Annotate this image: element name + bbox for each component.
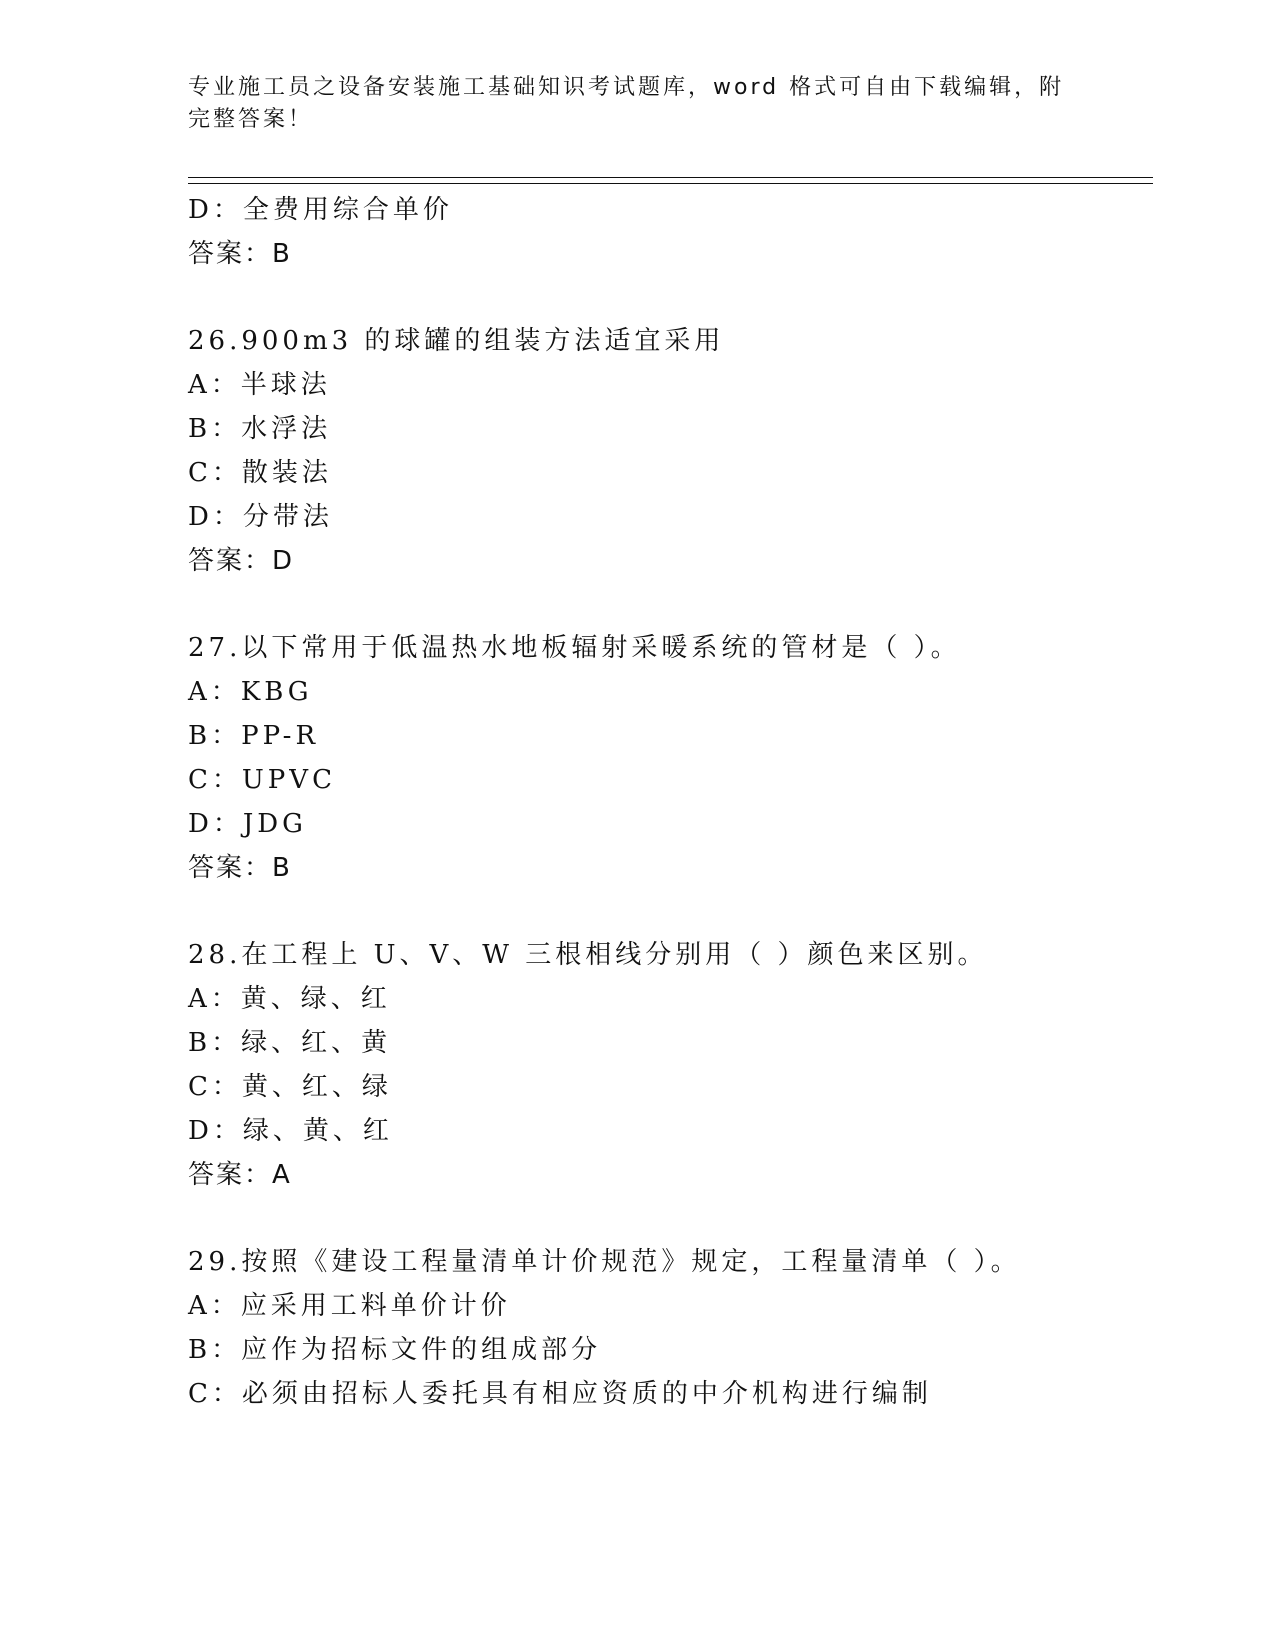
option-a-q29: A：应采用工料单价计价 [188,1291,511,1321]
option-a-q28: A：黄、绿、红 [188,984,391,1014]
header-rule-bottom [188,183,1153,184]
option-a-q26: A：半球法 [188,370,331,400]
header-rule-top [188,177,1153,178]
document-header: 专业施工员之设备安装施工基础知识考试题库，word 格式可自由下载编辑，附完整答案！ [188,75,1065,132]
option-b-q27: B：PP-R [188,721,320,751]
answer-q26: 答案：D [188,546,295,576]
option-c-q28: C：黄、红、绿 [188,1072,392,1102]
option-d-q27: D：JDG [188,809,307,839]
option-d-q26: D：分带法 [188,502,333,532]
answer-q27: 答案：B [188,853,292,883]
question-29: 29.按照《建设工程量清单计价规范》规定，工程量清单（ ）。 [188,1247,1021,1277]
option-d-q28: D：绿、黄、红 [188,1116,393,1146]
option-c-q29: C：必须由招标人委托具有相应资质的中介机构进行编制 [188,1379,932,1409]
answer-q28: 答案：A [188,1160,292,1190]
option-b-q28: B：绿、红、黄 [188,1028,392,1058]
question-28: 28.在工程上 U、V、W 三根相线分别用（ ）颜色来区别。 [188,940,988,970]
question-27: 27.以下常用于低温热水地板辐射采暖系统的管材是（ ）。 [188,633,961,663]
option-c-q26: C：散装法 [188,458,332,488]
option-c-q27: C：UPVC [188,765,336,795]
option-d-q25: D：全费用综合单价 [188,195,453,225]
option-b-q26: B：水浮法 [188,414,332,444]
answer-q25: 答案：B [188,239,292,269]
option-a-q27: A：KBG [188,677,313,707]
question-26: 26.900m3 的球罐的组装方法适宜采用 [188,326,725,356]
option-b-q29: B：应作为招标文件的组成部分 [188,1335,602,1365]
